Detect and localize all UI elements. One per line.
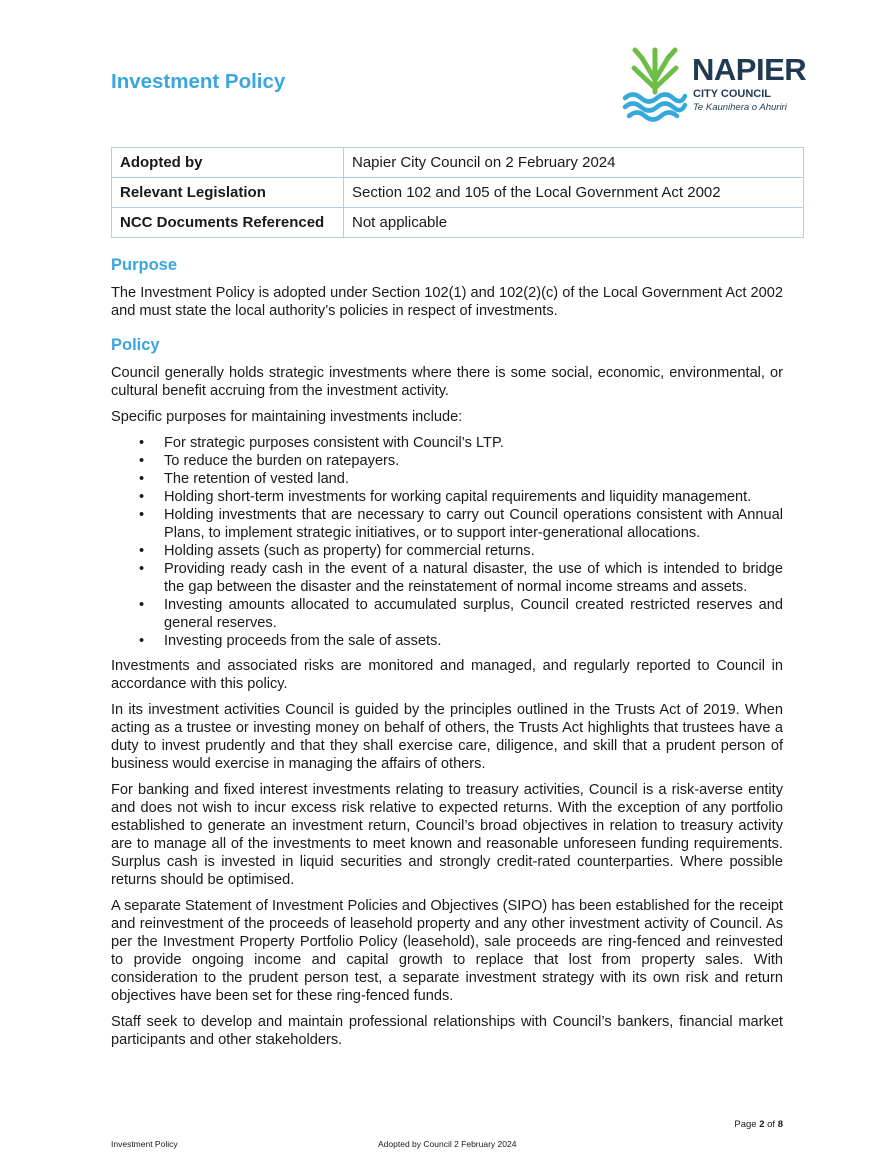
list-item: • Investing amounts allocated to accumulated surplus, Council created restricted reserves and general reserves. [111, 596, 783, 632]
policy-heading: Policy [111, 336, 160, 354]
policy-intro: Council generally holds strategic investments where there is some social, economic, environmental, or cultural benefit accruing from the investment activity. [111, 365, 783, 399]
document-body [111, 255, 783, 1049]
list-item: • Holding short-term investments for working capital requirements and liquidity management. [111, 488, 783, 506]
table-key-cell: Adopted by [112, 148, 344, 178]
total-pages: 8 [777, 1119, 783, 1130]
council-emblem-icon [620, 44, 690, 124]
table-key-cell: NCC Documents Referenced [112, 208, 344, 238]
policy-paragraph: Staff seek to develop and maintain professional relationships with Council’s bankers, financial market participants and other stakeholders. [111, 1014, 783, 1048]
list-item: • Holding investments that are necessary to carry out Council operations consistent with Annual Plans, to implement strategic initiatives, or to support inter-generational allocations. [111, 506, 783, 542]
logo-maori-name: Te Kaunihera o Ahuriri [693, 102, 787, 113]
table-value-cell: Not applicable [344, 208, 804, 238]
footer-adoption-note: Adopted by Council 2 February 2024 [378, 1139, 517, 1149]
list-item: • For strategic purposes consistent with Council’s LTP. [111, 434, 783, 452]
page-prefix: Page [734, 1119, 760, 1130]
list-item: • Holding assets (such as property) for commercial returns. [111, 542, 783, 560]
table-value-cell: Napier City Council on 2 February 2024 [344, 148, 804, 178]
page-title: Investment Policy [111, 70, 286, 93]
logo-subtitle: CITY COUNCIL [693, 88, 772, 100]
list-item: • Providing ready cash in the event of a natural disaster, the use of which is intended to bridge the gap between the disaster and the reinstatement of normal income streams and assets. [111, 560, 783, 596]
table-row [112, 208, 804, 238]
page-number [734, 1119, 783, 1130]
footer-document-name: Investment Policy [111, 1139, 178, 1149]
table-row [112, 148, 804, 178]
purpose-heading: Purpose [111, 256, 178, 274]
purpose-text: The Investment Policy is adopted under Section 102(1) and 102(2)(c) of the Local Government Act 2002 and must state the local authority’s policies in respect of investments. [111, 285, 783, 319]
current-page: 2 [759, 1119, 765, 1130]
table-key-cell: Relevant Legislation [112, 178, 344, 208]
policy-paragraph: A separate Statement of Investment Policies and Objectives (SIPO) has been established for the receipt and reinvestment of the proceeds of leasehold property and any other investment activity of Council. As per the Investment Property Portfolio Policy (leasehold), sale proceeds are ring-fenced and reinvested to provide ongoing income and capital growth to replace that lost from property sales. With consideration to the prudent person test, a separate investment strategy with its own risk and return objectives have been set for these ring-fenced funds. [111, 898, 783, 1004]
policy-paragraph: For banking and fixed interest investments relating to treasury activities, Council is a risk-averse entity and does not wish to incur excess risk relative to expected returns. With the exception of any portfolio established to generate an investment return, Council’s broad objectives in relation to treasury activity are to manage all of the investments to meet known and reasonable unforeseen funding requirements. Surplus cash is invested in liquid securities and strongly credit-rated counterparties. Where possible returns should be optimised. [111, 782, 783, 888]
policy-list-intro: Specific purposes for maintaining investments include: [111, 409, 463, 425]
policy-paragraph: Investments and associated risks are monitored and managed, and regularly reported to Council in accordance with this policy. [111, 658, 783, 692]
purposes-list [111, 434, 783, 650]
page-of: of [764, 1119, 778, 1130]
napier-city-council-logo [620, 44, 810, 124]
table-row [112, 178, 804, 208]
list-item: • To reduce the burden on ratepayers. [111, 452, 783, 470]
logo-name: NAPIER [692, 52, 807, 87]
list-item: • Investing proceeds from the sale of assets. [111, 632, 783, 650]
document-info-table [111, 147, 804, 238]
list-item: • The retention of vested land. [111, 470, 783, 488]
policy-paragraph: In its investment activities Council is guided by the principles outlined in the Trusts Act of 2019. When acting as a trustee or investing money on behalf of others, the Trusts Act highlights that trustees have a duty to invest prudently and that they shall exercise care, diligence, and skill that a prudent person of business would exercise in managing the affairs of others. [111, 702, 783, 772]
table-value-cell: Section 102 and 105 of the Local Government Act 2002 [344, 178, 804, 208]
